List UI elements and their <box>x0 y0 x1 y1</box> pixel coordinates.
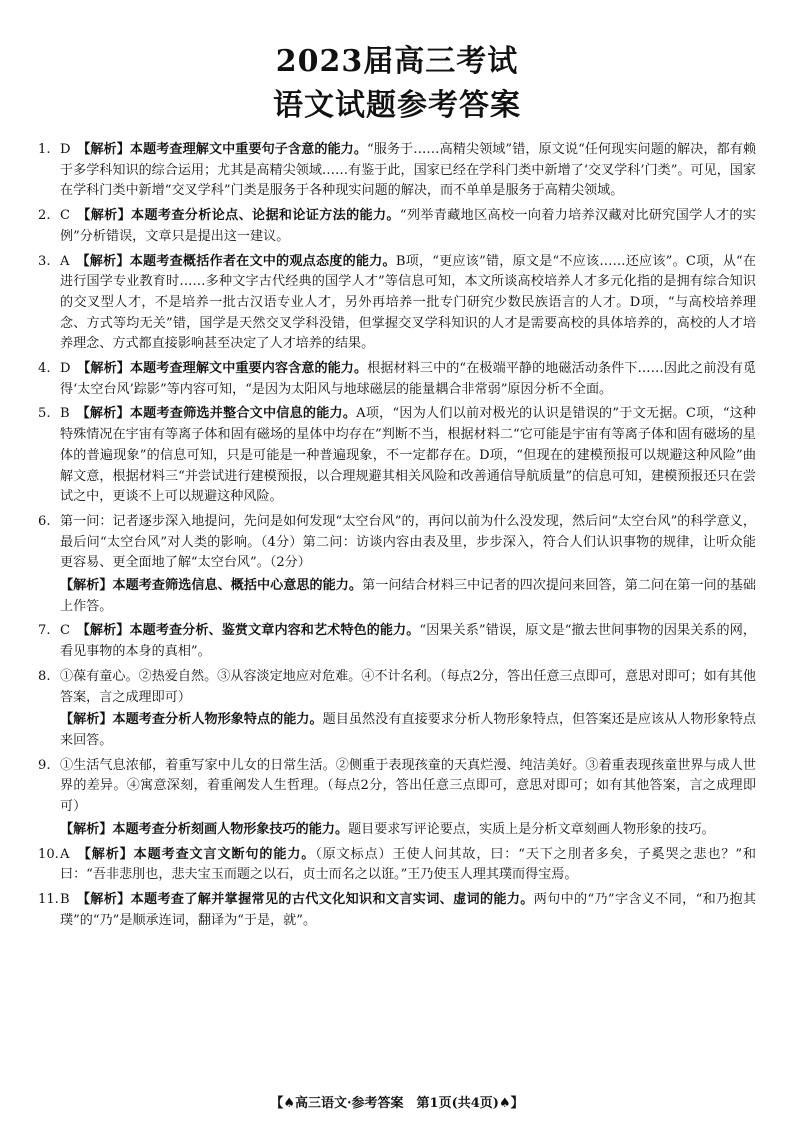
item-answer: C <box>60 208 71 224</box>
answer-item-3 <box>38 252 756 356</box>
analysis-9 <box>38 820 756 841</box>
analysis-stem: 本题考查筛选并整合文中信息的能力。 <box>129 406 357 422</box>
item-number: 7. <box>38 623 51 639</box>
page-footer: 【♠高三语文·参考答案 第1页(共4页)♠】 <box>270 1096 524 1111</box>
answer-item-5 <box>38 404 756 508</box>
item-number: 11. <box>38 891 59 907</box>
item-answer: A <box>60 846 70 862</box>
item-answer: C <box>60 623 71 639</box>
analysis-tag: 【解析】 <box>60 821 113 837</box>
item-number: 6. <box>38 513 51 529</box>
analysis-text: 第一问结合材料三中记者的四次提问来回答，第二问在第一问的基础上作答。 <box>60 578 757 614</box>
answer-item-8 <box>38 667 756 708</box>
title-line-2: 语文试题参考答案 <box>273 88 521 123</box>
analysis-stem: 本题考查文言文断句的能力。 <box>133 846 316 862</box>
item-answer: ①葆有童心。②热爱自然。③从容淡定地应对危难。④不计名利。（每点2分，答出任意三点即可，意思对即可；如有其他答案，言之成理即可） <box>60 668 756 705</box>
analysis-stem: 本题考查理解文中重要内容含意的能力。 <box>129 361 368 377</box>
item-answer: 第一问：记者逐步深入地提问，先问是如何发现“太空台风”的，再问以前为什么没发现，然后问“太空台风”的科学意义，最后问“太空台风”对人类的影响。（4分）第二问：访谈内容由表及里，步步深入，符合人们认识事物的规律，让听众能更容易、更全面地了解“太空台风”。（2分） <box>60 513 756 571</box>
analysis-text: （原文标点）王使人问其故，曰：“天下之刖者多矣，子奚哭之悲也？”和曰：“吾非悲刖也，悲夫宝玉而题之以石，贞士而名之以诳。”王乃使玉人理其璞而得宝焉。 <box>60 846 757 883</box>
answer-item-10 <box>38 845 756 886</box>
analysis-text: A项，“因为人们以前对极光的认识是错误的”于文无据。C项，“这种特殊情况在宇宙有等离子体和固有磁场的星体中均存在”判断不当，根据材料二“它可能是宇宙有等离子体和固有磁场的星体的普遍现象”的信息可知，只是可能是一种普遍现象，不一定都存在。D项，“但现在的建模预报可以规避这种风险”曲解文意，根据材料三“并尝试进行建模预报，以合理规避其相关风险和改善通信导航质量”的信息可知，建模预报还只在尝试之中，更谈不上可以规避这种风险。 <box>60 406 757 505</box>
analysis-text: B项，“更应该”错，原文是“不应该……还应该”。C项，从“在进行国学专业教育时……多种文字古代经典的国学人才”等信息可知，本文所谈高校培养人才多元化指的是拥有综合知识的交叉型人才，不是培养一批古汉语专业人才，另外再培养一批专门研究少数民族语言的人才。D项，“与高校培养理念、方式等均无关”错，国学是天然交叉学科没错，但掌握交叉学科知识的人才是需要高校的具体培养的，高校的人才培养理念、方式都直接影响甚至决定了人才培养的结果。 <box>60 253 757 352</box>
analysis-stem: 本题考查分析、鉴赏文章内容和艺术特色的能力。 <box>129 623 420 639</box>
analysis-stem: 本题考查分析刻画人物形象技巧的能力。 <box>112 821 349 837</box>
item-number: 9. <box>38 757 51 773</box>
analysis-tag: 【解析】 <box>83 253 130 269</box>
analysis-text: “因果关系”错误，原文是“撤去世间事物的因果关系的网，看见事物的本身的真相”。 <box>60 623 756 660</box>
analysis-tag: 【解析】 <box>83 361 130 377</box>
item-answer: D <box>60 142 71 157</box>
item-answer: ①生活气息浓郁，着重写家中儿女的日常生活。②侧重于表现孩童的天真烂漫、纯洁美好。③着重表现孩童世界与成人世界的差异。④寓意深刻，着重阐发人生哲理。（每点2分，答出任意三点即可，意思对即可；如有其他答案，言之成理即可） <box>60 757 756 815</box>
analysis-text: 题目要求写评论要点，实质上是分析文章刻画人物形象的技巧。 <box>348 821 715 837</box>
answer-item-4 <box>38 359 756 400</box>
analysis-8 <box>38 710 756 751</box>
answer-item-6 <box>38 512 756 574</box>
analysis-stem: 本题考查分析人物形象特点的能力。 <box>112 712 323 728</box>
analysis-tag: 【解析】 <box>83 208 132 224</box>
item-answer: D <box>60 361 71 377</box>
item-number: 4. <box>38 361 51 377</box>
analysis-stem: 本题考查理解文中重要句子含意的能力。 <box>129 142 368 157</box>
item-number: 3. <box>38 253 51 269</box>
item-number: 5. <box>38 406 51 422</box>
answer-item-11 <box>38 890 756 931</box>
item-answer: A <box>60 253 70 269</box>
analysis-6 <box>38 576 756 617</box>
answer-item-7 <box>38 621 756 662</box>
analysis-text: “列举青藏地区高校一向着力培养汉藏对比研究国学人才的实例”分析错误，文章只是提出这一建议。 <box>60 208 757 244</box>
item-answer: B <box>60 891 70 907</box>
analysis-text: “服务于……高精尖领域”错，原文说“任何现实问题的解决，都有赖于多学科知识的综合运用；尤其是高精尖领域……有鉴于此，国家已经在学科门类中新增了‘交叉学科’门类”。可见，国家在学科门类中新增“交叉学科”门类是服务于各种现实问题的解决，而不单单是服务于高精尖领域。 <box>60 142 757 199</box>
analysis-tag: 【解析】 <box>83 623 130 639</box>
item-number: 2. <box>38 208 51 224</box>
analysis-text: 两句中的“乃”字含义不同，“和乃抱其璞”的“乃”是顺承连词，翻译为“于是，就”。 <box>60 891 757 928</box>
title-line-1: 2023届高三考试 <box>275 44 519 79</box>
analysis-tag: 【解析】 <box>60 578 113 594</box>
item-answer: B <box>60 406 70 422</box>
analysis-text: 根据材料三中的“在极端平静的地磁活动条件下……因此之前没有觅得‘太空台风’踪影”等内容可知，“是因为太阳风与地球磁层的能量耦合非常弱”原因分析不全面。 <box>60 361 756 397</box>
answer-item-9 <box>38 756 756 818</box>
analysis-stem: 本题考查分析论点、论据和论证方法的能力。 <box>131 208 400 224</box>
analysis-tag: 【解析】 <box>60 712 113 728</box>
analysis-stem: 本题考查了解并掌握常见的古代文化知识和文言实词、虚词的能力。 <box>130 891 534 907</box>
analysis-text: 题目虽然没有直接要求分析人物形象特点，但答案还是应该从人物形象特点来回答。 <box>60 712 756 748</box>
item-number: 1. <box>38 142 51 157</box>
analysis-stem: 本题考查筛选信息、概括中心意思的能力。 <box>112 578 363 594</box>
answer-item-2 <box>38 206 756 247</box>
answer-item-1 <box>38 140 756 202</box>
analysis-tag: 【解析】 <box>83 142 130 157</box>
analysis-tag: 【解析】 <box>84 846 134 862</box>
analysis-tag: 【解析】 <box>83 406 130 422</box>
item-number: 8. <box>38 668 51 684</box>
analysis-tag: 【解析】 <box>83 891 131 907</box>
analysis-stem: 本题考查概括作者在文中的观点态度的能力。 <box>129 253 396 269</box>
item-number: 10. <box>38 846 59 862</box>
